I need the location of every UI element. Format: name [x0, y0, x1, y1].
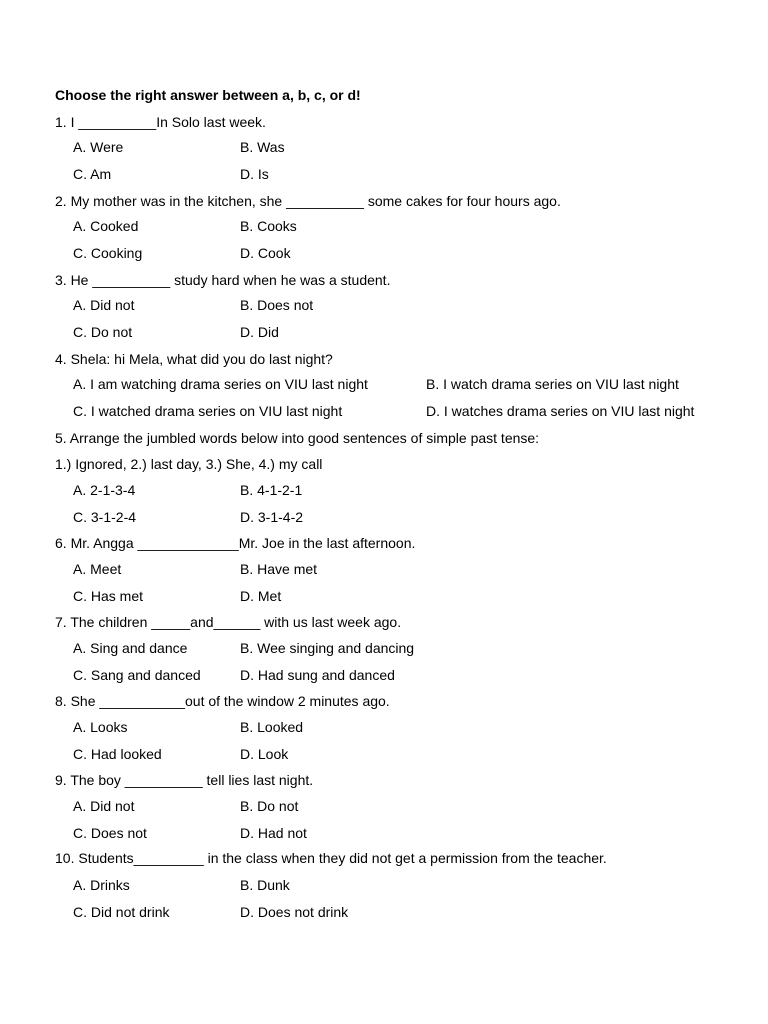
q1-option-d: D. Is [240, 166, 269, 182]
q1-option-b: B. Was [240, 139, 285, 155]
q1-option-a: A. Were [73, 139, 124, 155]
question-10: 10. Students_________ in the class when they did not get a permission from the teacher. [55, 850, 607, 866]
q4-option-a: A. I am watching drama series on VIU last night [73, 376, 368, 392]
q1-option-c: C. Am [73, 166, 112, 182]
q2-option-b: B. Cooks [240, 218, 297, 234]
q3-option-b: B. Does not [240, 297, 314, 313]
question-5-jumbled-words: 1.) Ignored, 2.) last day, 3.) She, 4.) my call [55, 456, 323, 472]
q6-option-c: C. Has met [73, 588, 144, 604]
q4-option-d: D. I watches drama series on VIU last night [426, 403, 695, 419]
question-2: 2. My mother was in the kitchen, she __________ some cakes for four hours ago. [55, 193, 561, 209]
q9-option-c: C. Does not [73, 825, 147, 841]
q8-option-d: D. Look [240, 746, 289, 762]
q6-option-d: D. Met [240, 588, 282, 604]
q7-option-a: A. Sing and dance [73, 640, 188, 656]
question-7: 7. The children _____and______ with us last week ago. [55, 614, 402, 630]
q10-option-c: C. Did not drink [73, 904, 170, 920]
q9-option-b: B. Do not [240, 798, 299, 814]
q4-option-c: C. I watched drama series on VIU last night [73, 403, 343, 419]
q3-option-d: D. Did [240, 324, 279, 340]
q7-option-d: D. Had sung and danced [240, 667, 395, 683]
question-6: 6. Mr. Angga _____________Mr. Joe in the last afternoon. [55, 535, 416, 551]
question-8: 8. She ___________out of the window 2 minutes ago. [55, 693, 390, 709]
q5-option-c: C. 3-1-2-4 [73, 509, 137, 525]
q8-option-a: A. Looks [73, 719, 128, 735]
question-4: 4. Shela: hi Mela, what did you do last night? [55, 351, 333, 367]
q5-option-d: D. 3-1-4-2 [240, 509, 304, 525]
q5-option-a: A. 2-1-3-4 [73, 482, 136, 498]
q6-option-b: B. Have met [240, 561, 318, 577]
worksheet-title: Choose the right answer between a, b, c, or d! [55, 87, 361, 103]
q2-option-c: C. Cooking [73, 245, 143, 261]
q2-option-d: D. Cook [240, 245, 291, 261]
q10-option-d: D. Does not drink [240, 904, 349, 920]
q9-option-a: A. Did not [73, 798, 135, 814]
question-1: 1. I __________In Solo last week. [55, 114, 266, 130]
q5-option-b: B. 4-1-2-1 [240, 482, 303, 498]
q10-option-b: B. Dunk [240, 877, 290, 893]
q8-option-b: B. Looked [240, 719, 304, 735]
question-9: 9. The boy __________ tell lies last night. [55, 772, 314, 788]
q2-option-a: A. Cooked [73, 218, 139, 234]
question-5: 5. Arrange the jumbled words below into good sentences of simple past tense: [55, 430, 540, 446]
q7-option-b: B. Wee singing and dancing [240, 640, 415, 656]
question-3: 3. He __________ study hard when he was a student. [55, 272, 391, 288]
q3-option-a: A. Did not [73, 297, 135, 313]
q3-option-c: C. Do not [73, 324, 133, 340]
q6-option-a: A. Meet [73, 561, 122, 577]
q8-option-c: C. Had looked [73, 746, 162, 762]
q4-option-b: B. I watch drama series on VIU last night [426, 376, 679, 392]
q10-option-a: A. Drinks [73, 877, 130, 893]
q9-option-d: D. Had not [240, 825, 307, 841]
q7-option-c: C. Sang and danced [73, 667, 201, 683]
